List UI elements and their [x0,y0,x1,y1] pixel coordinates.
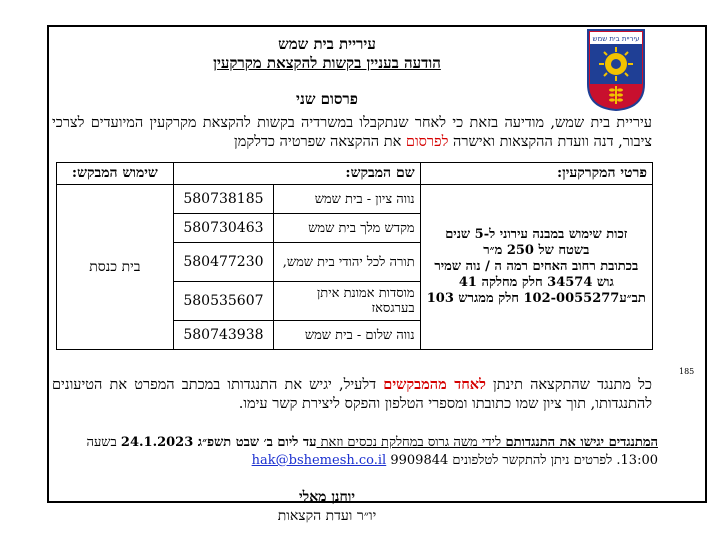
property-line: בשטח של 250 מ״ר [483,243,590,258]
objection-paragraph [52,375,652,414]
table-header-row [57,163,653,185]
property-details-cell [420,185,652,350]
objection-text-1: כל מתנגד שהתקצאה תינתן [485,377,652,393]
objection-text-2: דלעיל, יגיש את התנגדותו במכתב המפרט את הטיעונים להתנגדותו, תוך ציון שמו כתובתו ומספרי הטלפון והפקס ליצירת קשר עימו. [52,377,652,412]
property-line: גוש 34574 חלק מחלקה 41 [458,275,614,290]
signatory-role: יו״ר ועדת הקצאות [277,508,377,524]
requester-name: נווה שלום - בית שמש [274,321,420,350]
table-row [57,185,653,214]
signatory-name: יוחנן מאלי [298,489,356,505]
allocation-table [56,162,653,350]
property-line: בכתובת רחוב האחים רמה ה / נוה שמיר [434,259,639,274]
requester-number: 580743938 [173,321,273,350]
requester-name: מוסדות אמונת איתן בערגסאז [274,282,420,321]
requester-name: מקדש מלך בית שמש [274,214,420,243]
deadline-date: עד ליום ב׳ שבט תשפ״ג 24.1.2023 [120,435,317,450]
deadline-time: בשעה 13:00. לפרטים ניתן להתקשר לטלפונים 9909844 [86,435,658,468]
deadline-middle: לידי משה גרוס במחלקת נכסים וזאת [316,435,502,450]
requester-number: 580477230 [173,243,273,282]
logo-caption: עיריית בית שמש [592,35,640,43]
intro-highlight: לפרסום [405,134,449,150]
requester-name: תורה לכל יהודי בית שמש, [274,243,420,282]
publication-label: פרסום שני [296,90,358,108]
property-line: תב״ע102-0055277 חלק ממגרש 103 [426,291,646,306]
header-property: פרטי המקרקעין: [420,163,652,185]
property-line: זכות שימוש במבנה עירוני ל-5 שנים [445,227,628,242]
email-link[interactable]: hak@bshemesh.co.il [251,453,387,468]
objection-highlight: לאחד מהמבקשים [383,376,486,393]
wheat-icon [609,86,623,104]
header-use: שימוש המבקש: [57,163,174,185]
use-cell: בית כנסת [57,185,174,350]
deadline-lead: המתנגדים יגישו את התנגדותם [501,435,658,450]
requester-name: נווה ציון - בית שמש [274,185,420,214]
header-requester: שם המבקש: [173,163,420,185]
page-title: עיריית בית שמש [278,35,376,53]
city-emblem-logo [586,28,646,112]
page-subtitle: הודעה בעניין בקשות להקצאת מקרקעין [213,54,441,72]
intro-paragraph [52,114,652,152]
intro-text-2: את ההקצאה שפרטיה כדלקמן [234,134,406,150]
intro-text-1: עיריית בית שמש, מודיעה בזאת כי לאחר שנתקבלו במשרדיה בקשות להקצאת מקרקעין המיועדים לצרכי ציבור, דנה וועדת ההקצאות ואישרה [52,115,652,150]
requester-number: 580730463 [173,214,273,243]
deadline-paragraph [52,434,658,470]
footnote-number: 185 [679,367,695,376]
requester-number: 580535607 [173,282,273,321]
requester-number: 580738185 [173,185,273,214]
